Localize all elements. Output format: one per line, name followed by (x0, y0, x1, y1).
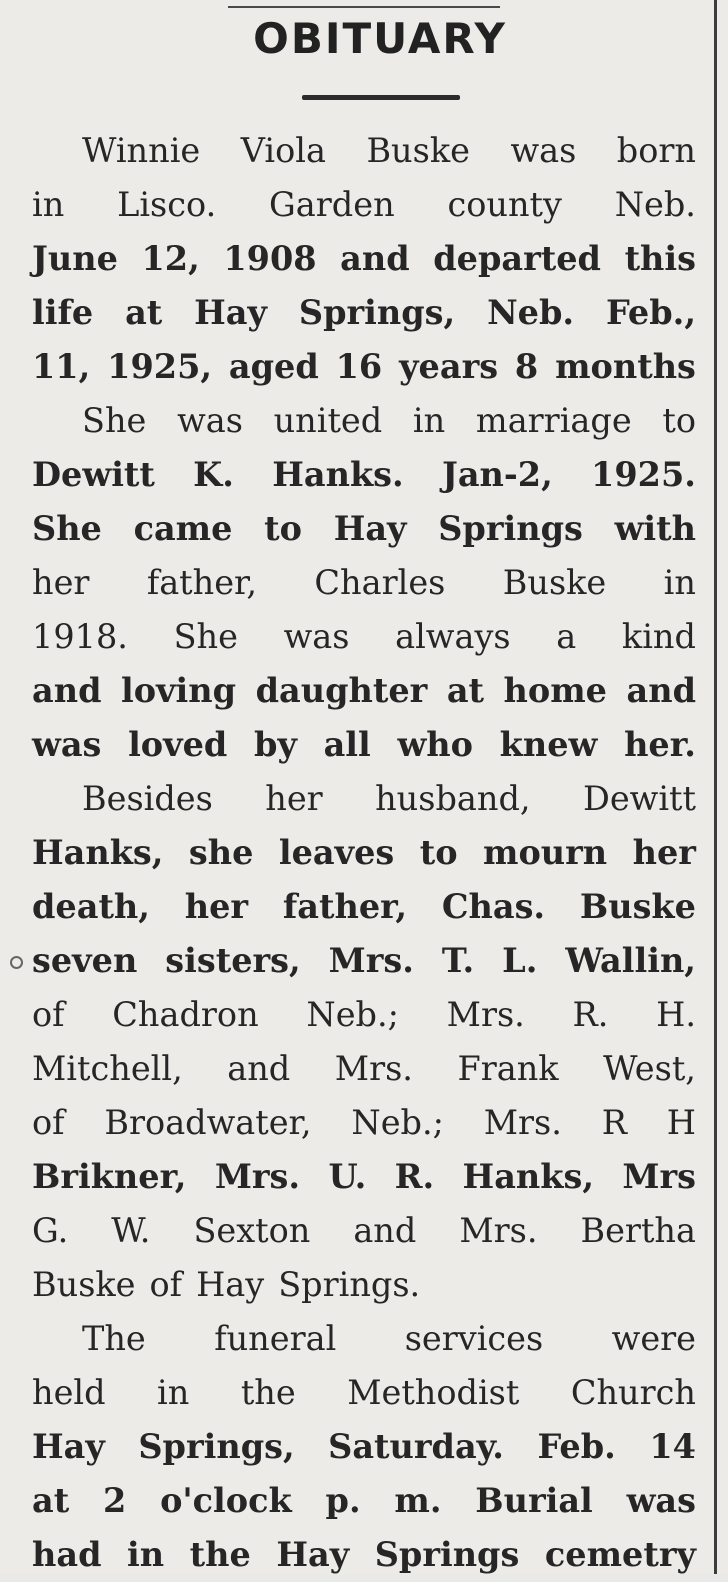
word: this (624, 239, 696, 278)
word: Hanks, (32, 833, 164, 872)
word: county (447, 185, 562, 224)
word: always (395, 617, 511, 656)
word: was (283, 617, 350, 656)
word: Frank (457, 1049, 559, 1088)
word: death, (32, 887, 150, 926)
word: her (632, 833, 696, 872)
word: father, (146, 563, 258, 602)
word: in (157, 1373, 190, 1412)
word: of (149, 1265, 183, 1304)
word: Neb. (614, 185, 696, 224)
word: Hay (333, 509, 407, 548)
text-line (32, 1312, 696, 1366)
word: of (32, 1103, 65, 1142)
word: came (133, 509, 233, 548)
word: Sexton (193, 1211, 311, 1250)
word: her. (624, 725, 696, 764)
word: Springs, (138, 1427, 295, 1466)
word: Hay (276, 1535, 350, 1574)
word: 1908 (223, 239, 317, 278)
word: R (601, 1103, 627, 1142)
word: Chas. (441, 887, 546, 926)
word: loved (128, 725, 228, 764)
word: who (397, 725, 473, 764)
word: Besides (82, 779, 213, 818)
word: to (662, 401, 696, 440)
word: and (227, 1049, 291, 1088)
text-line (32, 124, 696, 178)
word: Mrs. (328, 941, 414, 980)
word: her (32, 563, 90, 602)
margin-marks (720, 1440, 728, 1530)
word: Mrs. (214, 1157, 301, 1196)
word: U. (328, 1157, 367, 1196)
word: Winnie (82, 131, 201, 170)
word: her (184, 887, 249, 926)
word: Jan-2, (441, 455, 553, 494)
word: and (340, 239, 410, 278)
word: Methodist (347, 1373, 520, 1412)
word: m. (394, 1481, 442, 1520)
word: she (188, 833, 254, 872)
word: Bertha (580, 1211, 696, 1250)
word: H. (656, 995, 696, 1034)
word: Springs (374, 1535, 520, 1574)
text-line (32, 880, 696, 934)
word: had (32, 1535, 102, 1574)
word: born (616, 131, 696, 170)
top-divider (228, 6, 500, 8)
word: all (323, 725, 371, 764)
word: Mrs. (446, 995, 525, 1034)
word: W. (111, 1211, 151, 1250)
word: aged (228, 347, 319, 386)
word: seven (32, 941, 138, 980)
word: at (446, 671, 484, 710)
word: 8 (514, 347, 539, 386)
word: 1918. (32, 617, 128, 656)
word: 2 (102, 1481, 127, 1520)
word: was (177, 401, 243, 440)
word: knew (499, 725, 598, 764)
text-line (32, 394, 696, 448)
word: years (399, 347, 499, 386)
print-speck (10, 956, 23, 969)
word: was (510, 131, 577, 170)
word: Burial (475, 1481, 593, 1520)
word: H (666, 1103, 696, 1142)
word: kind (621, 617, 696, 656)
text-line (32, 1420, 696, 1474)
word: by (254, 725, 297, 764)
word: was (626, 1481, 696, 1520)
word: cemetry (544, 1535, 696, 1574)
word: marriage (475, 401, 632, 440)
word: and (626, 671, 696, 710)
word: Mrs. (459, 1211, 538, 1250)
word: were (611, 1319, 696, 1358)
word: Neb. (487, 293, 575, 332)
text-line (32, 448, 696, 502)
word: Garden (269, 185, 395, 224)
text-line (32, 1096, 696, 1150)
word: life (32, 293, 94, 332)
word: her (265, 779, 323, 818)
word: 1925, (107, 347, 213, 386)
text-line (32, 340, 696, 394)
word: Springs (438, 509, 583, 548)
word: husband, (375, 779, 531, 818)
text-line (32, 934, 696, 988)
text-line (32, 556, 696, 610)
word: Springs, (298, 293, 456, 332)
word: p. (325, 1481, 361, 1520)
word: at (32, 1481, 70, 1520)
word: with (614, 509, 696, 548)
word: Neb.; (306, 995, 399, 1034)
text-line (32, 232, 696, 286)
word: home (503, 671, 607, 710)
word: Hanks. (272, 455, 404, 494)
text-line (32, 1150, 696, 1204)
word: united (273, 401, 383, 440)
text-line (32, 1474, 696, 1528)
word: in (412, 401, 446, 440)
word: to (264, 509, 302, 548)
word: Buske (502, 563, 607, 602)
text-line (32, 664, 696, 718)
text-line (32, 1258, 696, 1312)
word: in (127, 1535, 165, 1574)
word: of (32, 995, 65, 1034)
word: The (82, 1319, 146, 1358)
word: leaves (278, 833, 395, 872)
word: Feb., (605, 293, 696, 332)
word: Dewitt (32, 455, 155, 494)
word: Wallin, (565, 941, 696, 980)
word: Dewitt (582, 779, 696, 818)
word: the (189, 1535, 251, 1574)
word: She (32, 509, 102, 548)
text-line (32, 772, 696, 826)
word: to (419, 833, 458, 872)
word: mourn (483, 833, 608, 872)
word: Chadron (112, 995, 259, 1034)
word: in (663, 563, 696, 602)
word: o'clock (160, 1481, 292, 1520)
word: Mitchell, (32, 1049, 183, 1088)
word: held (32, 1373, 106, 1412)
text-line (32, 1204, 696, 1258)
word: in (32, 185, 65, 224)
headline-underline (302, 95, 460, 100)
word: the (240, 1373, 296, 1412)
word: a (556, 617, 577, 656)
word: Church (570, 1373, 696, 1412)
word: Lisco. (117, 185, 217, 224)
word: and (32, 671, 102, 710)
word: Broadwater, (104, 1103, 312, 1142)
text-line (32, 826, 696, 880)
word: Saturday. (328, 1427, 504, 1466)
text-line (32, 1366, 696, 1420)
word: 1925. (591, 455, 696, 494)
word: services (404, 1319, 544, 1358)
column-divider (714, 0, 717, 1574)
word: Springs. (278, 1265, 421, 1304)
word: R. (572, 995, 609, 1034)
text-line (32, 988, 696, 1042)
text-line (32, 286, 696, 340)
word: daughter (255, 671, 428, 710)
word: was (32, 725, 102, 764)
word: at (125, 293, 163, 332)
word: Hanks, (462, 1157, 594, 1196)
word: Hay (32, 1427, 105, 1466)
word: Viola (240, 131, 326, 170)
word: She (173, 617, 238, 656)
word: 14 (649, 1427, 696, 1466)
word: Mrs. (483, 1103, 562, 1142)
text-line (32, 502, 696, 556)
word: Buske (366, 131, 470, 170)
word: G. (32, 1211, 69, 1250)
word: Mrs (622, 1157, 696, 1196)
word: Hay (196, 1265, 265, 1304)
word: Buske (579, 887, 696, 926)
word: sisters, (165, 941, 301, 980)
word: loving (121, 671, 237, 710)
word: Brikner, (32, 1157, 187, 1196)
word: T. (441, 941, 475, 980)
text-line (32, 718, 696, 772)
word: father, (282, 887, 408, 926)
word: and (353, 1211, 417, 1250)
text-line (32, 178, 696, 232)
word: Mrs. (334, 1049, 413, 1088)
word: Feb. (537, 1427, 616, 1466)
word: Neb.; (351, 1103, 444, 1142)
word: West, (603, 1049, 696, 1088)
word: Hay (194, 293, 267, 332)
word: She (82, 401, 147, 440)
text-line (32, 1042, 696, 1096)
word: 12, (141, 239, 200, 278)
text-line (32, 610, 696, 664)
obituary-headline: OBITUARY (253, 14, 507, 63)
word: funeral (214, 1319, 337, 1358)
word: L. (502, 941, 538, 980)
word: June (32, 239, 118, 278)
word: R. (394, 1157, 435, 1196)
word: departed (433, 239, 601, 278)
word: K. (193, 455, 234, 494)
word: Buske (32, 1265, 136, 1304)
word: Charles (314, 563, 446, 602)
word: 11, (32, 347, 91, 386)
word: months (555, 347, 696, 386)
word: 16 (335, 347, 383, 386)
obituary-body (32, 124, 696, 1582)
